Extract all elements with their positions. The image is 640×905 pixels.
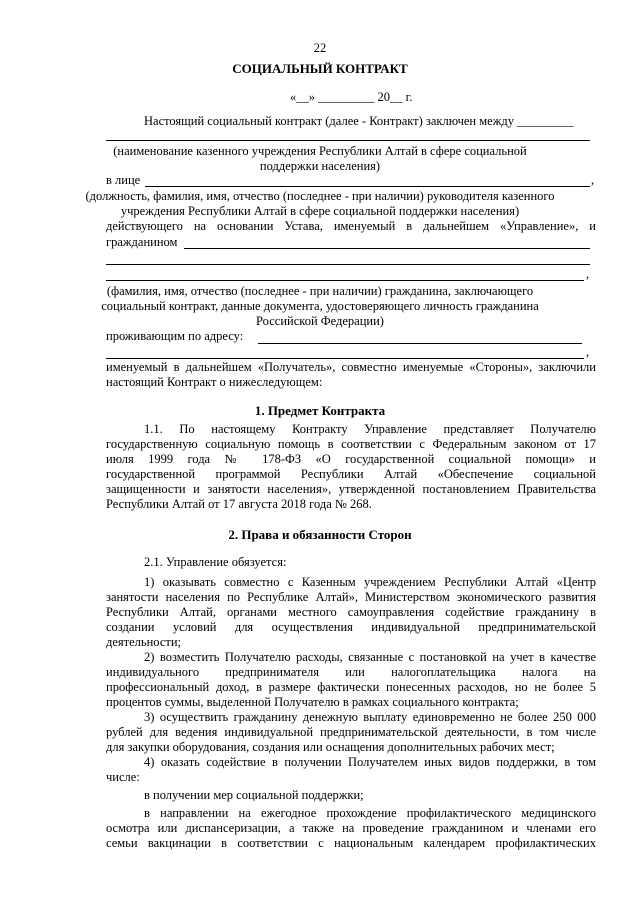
representative-note: учреждения Республики Алтай в сфере социальной поддержки населения) <box>120 204 520 218</box>
clause-line: осмотра или диспансеризации, а также на проведение гражданином и членами его <box>106 821 596 835</box>
clause-line: 3) осуществить гражданину денежную выплату единовременно не более 250 000 <box>144 710 596 724</box>
citizen-note: (фамилия, имя, отчество (последнее - при наличии) гражданина, заключающего <box>106 284 534 298</box>
v-litse-label: в лице <box>106 173 141 187</box>
institution-blank-line <box>106 140 590 141</box>
address-label: проживающим по адресу: <box>106 329 244 343</box>
clause-line: 2) возместить Получателю расходы, связанные с постановкой на учет в качестве <box>144 650 596 664</box>
address-blank-line <box>106 358 584 359</box>
paragraph-line: июля 1999 года № 178-ФЗ «О государственной социальной помощи» и <box>106 452 596 466</box>
comma: , <box>586 345 590 359</box>
citizen-label: гражданином <box>106 235 178 249</box>
clause-line: создании условий для осуществления индивидуальной предпринимательской <box>106 620 596 634</box>
citizen-blank-line <box>106 264 590 265</box>
clause-line: числе: <box>106 770 140 784</box>
clause-line: в направлении на ежегодное прохождение профилактического медицинского <box>144 806 596 820</box>
clause-line: профессиональный доход, в размере фактически понесенных расходов, но не более 5 <box>106 680 596 694</box>
comma: , <box>586 267 590 281</box>
page-number: 22 <box>313 41 327 55</box>
institution-note: (наименование казенного учреждения Республики Алтай в сфере социальной <box>113 144 527 158</box>
parties-line: настоящий Контракт о нижеследующем: <box>106 375 323 389</box>
clause-intro: 2.1. Управление обязуется: <box>144 555 287 569</box>
citizen-blank-line <box>184 248 590 249</box>
clause-line: семьи вакцинации в соответствии с национальным календарем профилактических <box>106 836 596 850</box>
acting-basis-line: действующего на основании Устава, именуемый в дальнейшем «Управление», и <box>106 219 596 233</box>
paragraph-line: государственную социальную помощь в соответствии с Федеральным законом от 17 <box>106 437 596 451</box>
clause-line: в получении мер социальной поддержки; <box>144 788 364 802</box>
paragraph-line: защищенности и занятости населения», утвержденной постановлением Правительства <box>106 482 596 496</box>
comma: , <box>591 173 595 187</box>
citizen-blank-line <box>106 280 584 281</box>
institution-note: поддержки населения) <box>259 159 381 173</box>
document-title: СОЦИАЛЬНЫЙ КОНТРАКТ <box>232 61 408 76</box>
section-heading: 2. Права и обязанности Сторон <box>228 527 412 542</box>
clause-line: 4) оказать содействие в получении Получателем иных видов поддержки, в том <box>144 755 596 769</box>
intro-line: Настоящий социальный контракт (далее - Контракт) заключен между _________ <box>144 114 574 128</box>
clause-line: рублей для ведения индивидуальной предпринимательской деятельности, в том числе <box>106 725 596 739</box>
clause-line: процентов суммы, выделенной Получателю в рамках социального контракта; <box>106 695 519 709</box>
paragraph-line: Республики Алтай от 17 августа 2018 года № 268. <box>106 497 372 511</box>
paragraph-line: государственной программой Республики Алтай «Обеспечение социальной <box>106 467 596 481</box>
representative-blank-line <box>145 186 590 187</box>
clause-line: 1) оказывать совместно с Казенным учреждением Республики Алтай «Центр <box>144 575 596 589</box>
section-heading: 1. Предмет Контракта <box>254 403 386 418</box>
address-blank-line <box>258 343 582 344</box>
clause-line: для закупки оборудования, создания или оснащения дополнительных рабочих мест; <box>106 740 555 754</box>
paragraph-line: 1.1. По настоящему Контракту Управление представляет Получателю <box>144 422 596 436</box>
clause-line: занятости населения по Республике Алтай», Министерством экономического развития <box>106 590 596 604</box>
representative-note: (должность, фамилия, имя, отчество (последнее - при наличии) руководителя казенного <box>85 189 555 203</box>
citizen-note: Российской Федерации) <box>256 314 384 328</box>
clause-line: деятельности; <box>106 635 182 649</box>
clause-line: Республики Алтай, органами местного самоуправления содействие гражданину в <box>106 605 596 619</box>
contract-date-line: «__» _________ 20__ г. <box>290 90 413 104</box>
citizen-note: социальный контракт, данные документа, удостоверяющего личность гражданина <box>101 299 539 313</box>
clause-line: индивидуального предпринимателя или налогоплательщика налога на <box>106 665 596 679</box>
parties-line: именуемый в дальнейшем «Получатель», совместно именуемые «Стороны», заключили <box>106 360 596 374</box>
